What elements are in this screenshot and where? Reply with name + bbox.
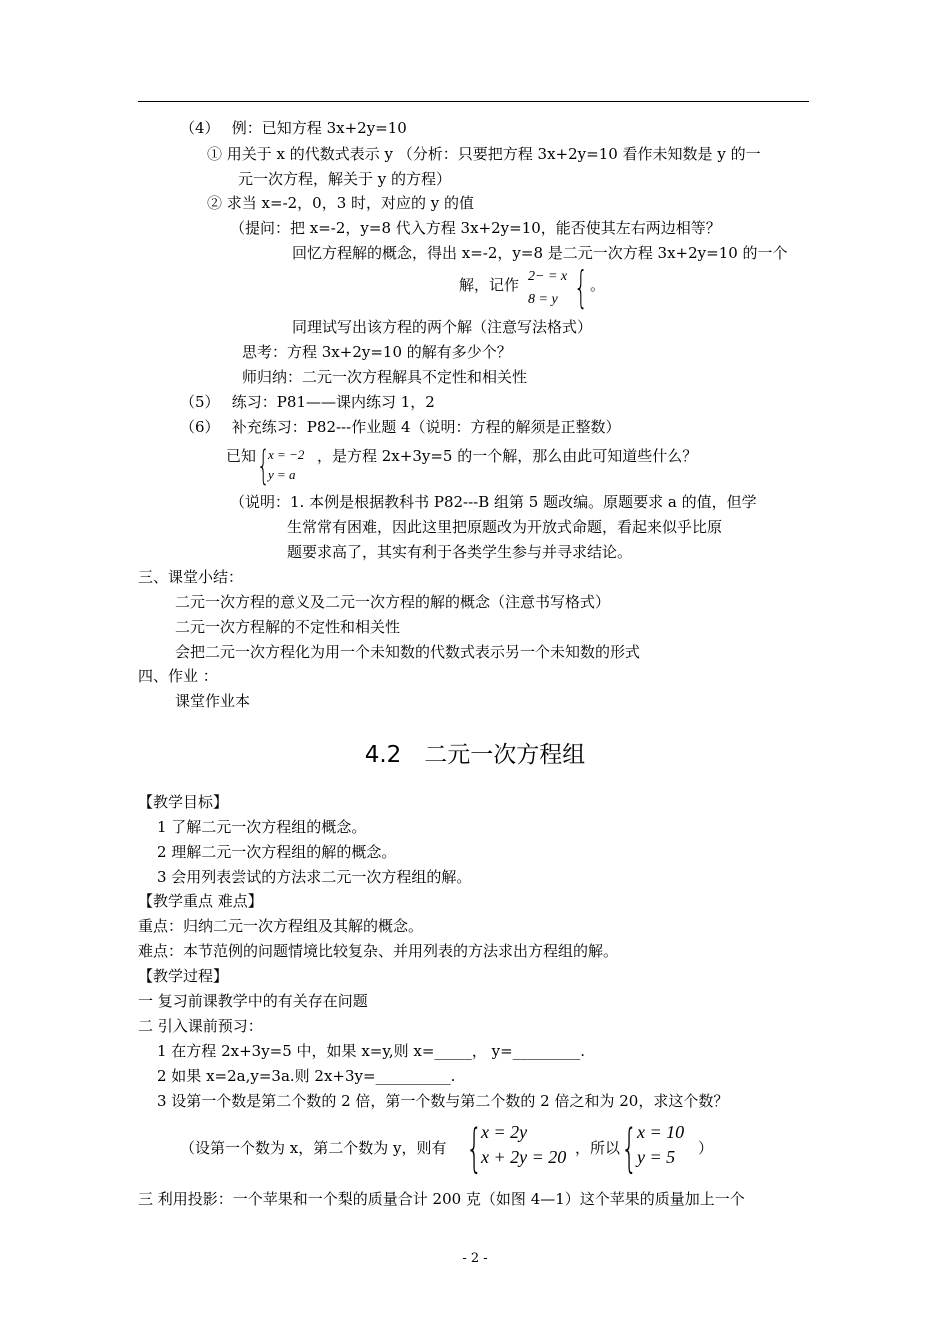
text-line: 1 了解二元一次方程组的概念。 <box>157 818 367 836</box>
text-line: 解，记作 <box>459 276 520 294</box>
curly-brace-icon: { <box>621 1120 638 1180</box>
text-line: 2 如果 x=2a,y=3a.则 2x+3y=__________. <box>157 1067 456 1085</box>
text-line: 二元一次方程解的不定性和相关性 <box>175 618 401 636</box>
equation-line: y = a <box>268 467 296 482</box>
equation-line: x = 2y <box>481 1122 528 1142</box>
equation-line: 8 = y <box>528 292 558 307</box>
text-line: 2 理解二元一次方程组的解的概念。 <box>157 843 397 861</box>
text-line: 生常常有困难，因此这里把原题改为开放式命题，看起来似乎比原 <box>287 518 723 536</box>
text-line: 师归纳：二元一次方程解具不定性和相关性 <box>242 368 528 386</box>
text-line: 已知 <box>226 447 257 465</box>
curly-brace-icon: { <box>257 441 270 489</box>
section-title: 4.2 二元一次方程组 <box>364 742 586 768</box>
text-line: ② 求当 x=-2，0，3 时，对应的 y 的值 <box>207 194 475 212</box>
equation-system-3 <box>481 1120 566 1170</box>
equation-line: x = 10 <box>637 1122 685 1142</box>
equation-line: y = 5 <box>637 1147 676 1167</box>
text-line: 三、课堂小结： <box>138 568 244 586</box>
text-line: 。 <box>590 276 606 294</box>
text-line: 回忆方程解的概念，得出 x=-2，y=8 是二元一次方程 3x+2y=10 的一个 <box>292 244 788 262</box>
text-line: 课堂作业本 <box>175 692 251 710</box>
text-line: 【教学过程】 <box>138 967 229 985</box>
equation-system-2 <box>268 445 304 485</box>
text-line: （4） 例：已知方程 3x+2y=10 <box>180 119 407 137</box>
header-rule <box>138 101 809 102</box>
text-line: （5） 练习：P81——课内练习 1，2 <box>180 393 435 411</box>
text-line: （提问：把 x=-2，y=8 代入方程 3x+2y=10，能否使其左右两边相等？ <box>230 219 721 237</box>
equation-system-4 <box>637 1120 684 1170</box>
text-line: ） <box>698 1139 714 1157</box>
page-number: - 2 - <box>462 1251 488 1266</box>
text-line: 元一次方程，解关于 y 的方程） <box>238 170 452 188</box>
text-line: 【教学重点 难点】 <box>138 892 263 910</box>
equation-line: x + 2y = 20 <box>481 1147 567 1167</box>
text-line: （说明：1. 本例是根据教科书 P82---B 组第 5 题改编。原题要求 a 的值，但学 <box>230 493 757 511</box>
text-line: ，所以 <box>575 1139 621 1157</box>
text-line: 题要求高了，其实有利于各类学生参与并寻求结论。 <box>287 543 633 561</box>
text-line: 重点：归纳二元一次方程组及其解的概念。 <box>138 917 424 935</box>
text-line: 二 引入课前预习： <box>138 1017 263 1035</box>
text-line: ，是方程 2x+3y=5 的一个解，那么由此可知道些什么？ <box>317 447 698 465</box>
curly-brace-icon: { <box>466 1120 483 1180</box>
equation-line: x = −2 <box>268 447 305 462</box>
text-line: 1 在方程 2x+3y=5 中，如果 x=y,则 x=_____， y=_________. <box>157 1042 585 1060</box>
text-line: 3 会用列表尝试的方法求二元一次方程组的解。 <box>157 868 472 886</box>
text-line: 难点：本节范例的问题情境比较复杂、并用列表的方法求出方程组的解。 <box>138 942 619 960</box>
text-line: 会把二元一次方程化为用一个未知数的代数式表示另一个未知数的形式 <box>175 643 641 661</box>
text-line: 三 利用投影：一个苹果和一个梨的质量合计 200 克（如图 4—1）这个苹果的质量加上一个 <box>138 1190 745 1208</box>
text-line: 同理试写出该方程的两个解（注意写法格式） <box>292 318 593 336</box>
text-line: 四、作业 ： <box>138 667 218 685</box>
curly-brace-icon: { <box>574 264 588 314</box>
text-line: （6） 补充练习：P82---作业题 4（说明：方程的解须是正整数） <box>180 418 621 436</box>
text-line: ① 用关于 x 的代数式表示 y （分析：只要把方程 3x+2y=10 看作未知数是 y 的一 <box>207 145 761 163</box>
text-line: 一 复习前课教学中的有关存在问题 <box>138 992 368 1010</box>
text-line: 思考：方程 3x+2y=10 的解有多少个？ <box>242 343 512 361</box>
equation-system-1 <box>528 265 567 311</box>
text-line: （设第一个数为 x，第二个数为 y，则有 <box>180 1139 447 1157</box>
text-line: 3 设第一个数是第二个数的 2 倍，第一个数与第二个数的 2 倍之和为 20，求这个数？ <box>157 1092 729 1110</box>
text-line: 【教学目标】 <box>138 793 229 811</box>
text-line: 二元一次方程的意义及二元一次方程的解的概念（注意书写格式） <box>175 593 611 611</box>
equation-line: 2− = x <box>528 269 568 284</box>
